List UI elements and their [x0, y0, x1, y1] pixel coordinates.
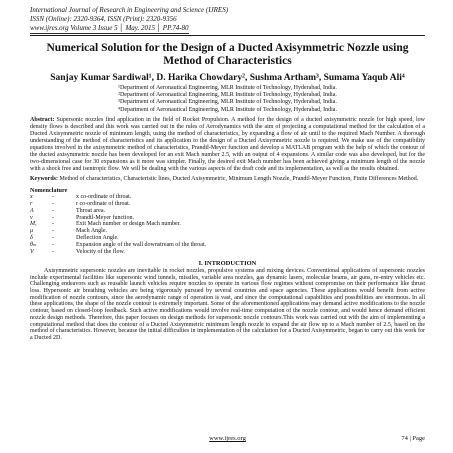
nomenclature-dash: - — [52, 221, 54, 228]
nomenclature-row — [30, 215, 425, 222]
introduction-paragraph: Axisymmetric supersonic nozzles are inevitable in rocket nozzles, propulsive systems and mixing devices. Conventional applications of supersonic nozzles include experimental facilities like supersonic wind tunnels, missiles, variable area nozzles, gas dynamic lasers, molecular beams, air guns, re-entry vehicles etc. Challenging endeavors such as reusable launch vehicles require nozzles to operate in various flow regimes without compromise on their performance like thrust loss. Hypersonic air breathing vehicles are being vigorously pursued by several countries and space agencies. These applications would benefit from active modification of nozzle contours, since the aerodynamic range of operation is vast, and since the computational capabilities and possibilities are enormous. In all these applications, the shape of the nozzle contour is extremely important. Some of the aforementioned applications may demand active modifications to the nozzle contour, based on closed-loop feedback. Such active modifications would involve real-time computation of the nozzle contour, and would hence demand efficient nozzle design methods. Therefore, this paper focuses on design methods for supersonic nozzle contours.This work was carried out with the aim of implementing a computational method that does the contour of a Ducted Axisymmetric minimum length nozzle to expand the air flow up to a Mach number of 2.5, based on the method of characteristics. However, because the initial difficulties in implementation of the calculation for a Ducted Axisymmetric, began to carry out this work for a Ducted 2D. — [30, 267, 425, 341]
nomenclature-symbol: Mₑ — [30, 221, 37, 228]
journal-header — [30, 6, 425, 33]
nomenclature-description: r co-ordinate of throat. — [76, 200, 131, 207]
affiliation-3: ³Department of Aeronautical Engineering, MLR Institute of Technology, Hyderabad, India. — [118, 99, 337, 106]
keywords — [30, 176, 425, 183]
nomenclature-symbol: δ — [30, 235, 33, 242]
nomenclature-dash: - — [52, 200, 54, 207]
keywords-text: Method of characteristics, Characteristic lines, Ducted Axisymmetric, Minimum Length Nozzle, Prandtl-Meyer Function, Finite Differences Method. — [58, 175, 419, 182]
nomenclature-row — [30, 194, 425, 201]
nomenclature-heading: Nomenclature — [30, 186, 68, 194]
nomenclature-list — [30, 194, 425, 256]
abstract — [30, 117, 425, 173]
nomenclature-description: Throat area. — [76, 207, 105, 214]
nomenclature-description: Mach Angle. — [76, 228, 107, 235]
journal-name: International Journal of Research in Engineering and Science (IJRES) — [30, 6, 229, 14]
nomenclature-row — [30, 221, 425, 228]
journal-issn: ISSN (Online): 2320-9364, ISSN (Print): 2320-9356 — [30, 15, 177, 23]
nomenclature-row — [30, 249, 425, 256]
abstract-label: Abstract: — [30, 116, 55, 123]
nomenclature-symbol: μ — [30, 228, 34, 235]
nomenclature-symbol: x — [30, 193, 33, 200]
nomenclature-symbol: θₘ — [30, 242, 37, 249]
nomenclature-symbol: ν — [30, 214, 33, 221]
paper-title: Numerical Solution for the Design of a Ducted Axisymmetric Nozzle using Method of Characteristics — [46, 42, 409, 67]
nomenclature-row — [30, 201, 425, 208]
nomenclature-description: Prandtl-Meyer function. — [76, 214, 134, 221]
affiliation-2: ²Department of Aeronautical Engineering, MLR Institute of Technology, Hyderabad, India. — [118, 92, 337, 99]
nomenclature-row — [30, 208, 425, 215]
nomenclature-dash: - — [52, 214, 54, 221]
nomenclature-dash: - — [52, 249, 54, 256]
abstract-text: Supersonic nozzles find application in the field of Rocket Propulsion. A method for the design of a ducted axisymmetric nozzle for high speed, low density flows is described and this work was carried out in the rules of Aerodynamics with the aim of projecting a computational method for the calculation of a Ducted Axisymmetric nozzle of minimum length, using the method of characteristics, by expanding a flow of air until to the required Mach Number. A thorough understanding of the method of characteristics and its application to the design of a Ducted Axisymmetric nozzle is required. We make use of the compatibility equations involved in the axisymmetric method of characteristics, Prandtl-Meyer function and develop a MATLAB program with the help of which the contour of the ducted axisymmetric nozzle has been developed for an exit Mach number 2.5, with an output of 4 expansions. A similar code was also developed, but for the two-dimensional case for 30 expansions as it more was simpler. Finally, the desired exit Mach number has been achieved giving a minimum length of the nozzle with a shock free and isentropic flow. We will be dealing with the various aspects of the draft code and its implementation, as well as the results obtained. — [30, 116, 425, 172]
affiliations — [30, 85, 425, 114]
affiliation-1: ¹Department of Aeronautical Engineering, MLR Institute of Technology, Hyderabad, India. — [118, 85, 337, 91]
section-heading-introduction: I. INTRODUCTION — [198, 259, 257, 267]
keywords-label: Keywords: — [30, 175, 58, 182]
nomenclature-description: Deflection Angle. — [76, 235, 119, 242]
nomenclature-dash: - — [52, 242, 54, 249]
nomenclature-symbol: r — [30, 200, 33, 207]
nomenclature-dash: - — [52, 235, 54, 242]
nomenclature-description: Exit Mach number or design Mach number. — [76, 221, 181, 228]
affiliation-4: ⁴Department of Aeronautical Engineering, MLR Institute of Technology, Hyderabad, India. — [118, 106, 337, 113]
nomenclature-dash: - — [52, 193, 54, 200]
header-rule — [30, 35, 425, 36]
nomenclature-dash: - — [52, 207, 54, 214]
nomenclature-dash: - — [52, 228, 54, 235]
nomenclature-description: Velocity of the flow. — [76, 249, 125, 256]
nomenclature-description: x co-ordinate of throat. — [76, 193, 132, 200]
journal-volume: www.ijres.org Volume 3 Issue 5 │ May. 2015 │ PP.74-80 — [30, 24, 189, 32]
footer-url-link[interactable]: www.ijres.org — [209, 435, 246, 442]
page-number: 74 | Page — [401, 435, 425, 442]
page-footer — [30, 435, 425, 445]
paper-authors: Sanjay Kumar Sardiwal¹, D. Harika Chowdary², Sushma Artham³, Sumama Yaqub Ali⁴ — [50, 73, 405, 83]
nomenclature-symbol: A — [30, 207, 34, 214]
nomenclature-description: Expansion angle of the wall downstream of the throat. — [76, 242, 207, 249]
nomenclature-symbol: V⃗ — [30, 249, 39, 256]
